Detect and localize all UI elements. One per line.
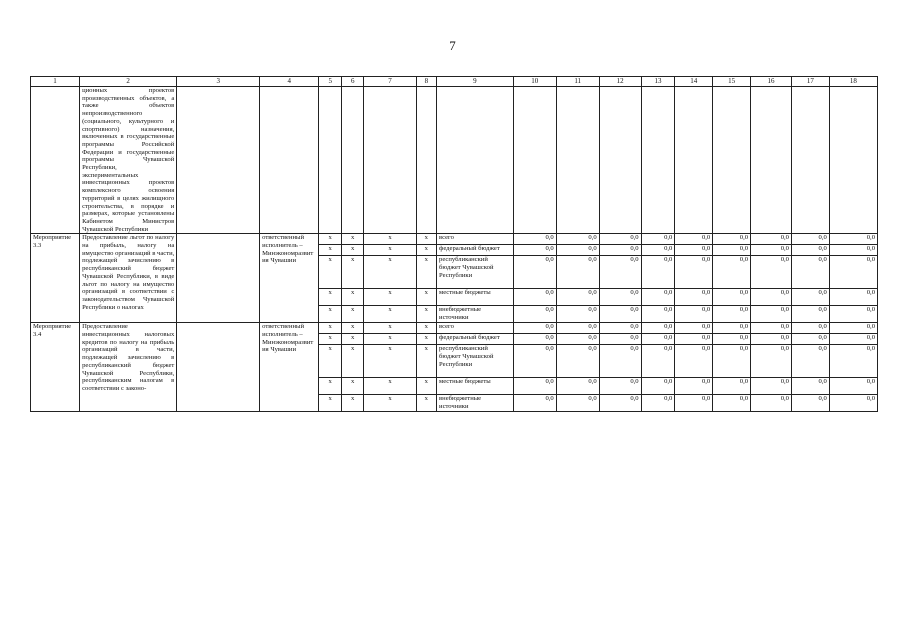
- program-table: [30, 76, 878, 412]
- value-cell: 0,0: [713, 306, 751, 323]
- code-cell: x: [364, 345, 416, 378]
- value-cell: 0,0: [829, 378, 877, 395]
- responsible-executor: ответственный исполнитель – Минэкономразвития Чувашии: [260, 234, 319, 323]
- value-cell: 0,0: [556, 334, 599, 345]
- value-cell: 0,0: [675, 234, 713, 245]
- code-cell: x: [319, 256, 342, 289]
- code-cell: x: [341, 256, 364, 289]
- value-cell: 0,0: [641, 289, 675, 306]
- value-cell: 0,0: [599, 306, 641, 323]
- column-number: 5: [319, 77, 342, 87]
- value-cell: 0,0: [791, 378, 829, 395]
- column-number: 16: [751, 77, 792, 87]
- value-cell: 0,0: [556, 256, 599, 289]
- value-cell: 0,0: [599, 395, 641, 412]
- value-cell: 0,0: [513, 345, 556, 378]
- funding-source: внебюджетные источники: [437, 395, 514, 412]
- value-cell: 0,0: [599, 256, 641, 289]
- value-cell: 0,0: [599, 323, 641, 334]
- code-cell: x: [319, 289, 342, 306]
- empty-cell: [437, 87, 514, 234]
- value-cell: 0,0: [791, 245, 829, 256]
- code-cell: x: [364, 378, 416, 395]
- value-cell: 0,0: [556, 234, 599, 245]
- page-number: 7: [449, 38, 456, 53]
- value-cell: 0,0: [791, 306, 829, 323]
- code-cell: x: [364, 334, 416, 345]
- code-cell: x: [341, 234, 364, 245]
- value-cell: 0,0: [713, 256, 751, 289]
- empty-cell: [319, 87, 342, 234]
- value-cell: 0,0: [513, 234, 556, 245]
- column-number: 4: [260, 77, 319, 87]
- empty-cell: [177, 234, 260, 323]
- value-cell: 0,0: [751, 378, 792, 395]
- value-cell: 0,0: [641, 395, 675, 412]
- measure-name: Предоставление льгот по налогу на прибыль, налогу на имущество организаций в части, подлежащей зачислению в республиканский бюджет Чувашской Республики, в виде льгот по налогу на имущество организаций в соответствии с законодательством Чувашской Республики о налогах: [80, 234, 177, 323]
- value-cell: 0,0: [513, 323, 556, 334]
- value-cell: 0,0: [513, 245, 556, 256]
- value-cell: 0,0: [513, 395, 556, 412]
- code-cell: x: [319, 345, 342, 378]
- code-cell: x: [416, 378, 436, 395]
- code-cell: x: [364, 395, 416, 412]
- value-cell: 0,0: [641, 245, 675, 256]
- column-number: 6: [341, 77, 364, 87]
- column-number: 12: [599, 77, 641, 87]
- empty-cell: [641, 87, 675, 234]
- funding-source: всего: [437, 234, 514, 245]
- value-cell: 0,0: [751, 256, 792, 289]
- empty-cell: [751, 87, 792, 234]
- code-cell: x: [416, 234, 436, 245]
- empty-cell: [364, 87, 416, 234]
- code-cell: x: [319, 334, 342, 345]
- responsible-executor: ответственный исполнитель – Минэкономразвития Чувашии: [260, 323, 319, 412]
- value-cell: 0,0: [675, 289, 713, 306]
- code-cell: x: [341, 323, 364, 334]
- value-cell: 0,0: [751, 345, 792, 378]
- empty-cell: [829, 87, 877, 234]
- column-number: 13: [641, 77, 675, 87]
- code-cell: x: [341, 245, 364, 256]
- column-number: 2: [80, 77, 177, 87]
- empty-cell: [513, 87, 556, 234]
- empty-cell: [599, 87, 641, 234]
- value-cell: 0,0: [675, 256, 713, 289]
- funding-source: внебюджетные источники: [437, 306, 514, 323]
- code-cell: x: [319, 395, 342, 412]
- column-number: 10: [513, 77, 556, 87]
- empty-cell: [177, 87, 260, 234]
- value-cell: 0,0: [675, 378, 713, 395]
- value-cell: 0,0: [791, 234, 829, 245]
- value-cell: 0,0: [713, 245, 751, 256]
- value-cell: 0,0: [751, 234, 792, 245]
- value-cell: 0,0: [513, 256, 556, 289]
- value-cell: 0,0: [641, 323, 675, 334]
- value-cell: 0,0: [713, 234, 751, 245]
- value-cell: 0,0: [599, 289, 641, 306]
- code-cell: x: [319, 245, 342, 256]
- code-cell: x: [341, 334, 364, 345]
- value-cell: 0,0: [713, 334, 751, 345]
- value-cell: 0,0: [829, 289, 877, 306]
- empty-cell: [713, 87, 751, 234]
- empty-cell: [556, 87, 599, 234]
- value-cell: 0,0: [641, 378, 675, 395]
- value-cell: 0,0: [513, 306, 556, 323]
- value-cell: 0,0: [751, 323, 792, 334]
- column-number: 9: [437, 77, 514, 87]
- value-cell: 0,0: [556, 289, 599, 306]
- column-number: 1: [31, 77, 80, 87]
- column-number: 7: [364, 77, 416, 87]
- empty-cell: [416, 87, 436, 234]
- value-cell: 0,0: [641, 334, 675, 345]
- continuation-row: [31, 87, 878, 234]
- code-cell: x: [364, 245, 416, 256]
- code-cell: x: [416, 306, 436, 323]
- value-cell: 0,0: [556, 378, 599, 395]
- value-cell: 0,0: [556, 395, 599, 412]
- value-cell: 0,0: [829, 323, 877, 334]
- value-cell: 0,0: [556, 245, 599, 256]
- value-cell: 0,0: [751, 334, 792, 345]
- column-number-row: [31, 77, 878, 87]
- value-cell: 0,0: [791, 345, 829, 378]
- value-cell: 0,0: [829, 334, 877, 345]
- value-cell: 0,0: [751, 306, 792, 323]
- code-cell: x: [416, 256, 436, 289]
- empty-cell: [260, 87, 319, 234]
- value-cell: 0,0: [513, 378, 556, 395]
- code-cell: x: [319, 323, 342, 334]
- empty-cell: [791, 87, 829, 234]
- value-cell: 0,0: [513, 334, 556, 345]
- measure-row: [31, 234, 878, 245]
- value-cell: 0,0: [751, 289, 792, 306]
- value-cell: 0,0: [641, 256, 675, 289]
- funding-source: местные бюджеты: [437, 378, 514, 395]
- value-cell: 0,0: [791, 256, 829, 289]
- funding-source: республиканский бюджет Чувашской Республики: [437, 256, 514, 289]
- empty-cell: [31, 87, 80, 234]
- value-cell: 0,0: [829, 256, 877, 289]
- continued-text: ционных проектов производственных объектов, а также объектов непроизводственного (социального, культурного и спортивного) назначения, включенных в государственные программы Российской Федерации и государственные программы Чувашской Республики, экспериментальных инвестиционных проектов комплексного освоения территорий в целях жилищного строительства, в порядке и размерах, которые установлены Кабинетом Министров Чувашской Республики: [80, 87, 177, 234]
- value-cell: 0,0: [751, 395, 792, 412]
- funding-source: федеральный бюджет: [437, 334, 514, 345]
- value-cell: 0,0: [599, 234, 641, 245]
- measure-row: [31, 323, 878, 334]
- value-cell: 0,0: [599, 245, 641, 256]
- value-cell: 0,0: [675, 323, 713, 334]
- value-cell: 0,0: [675, 345, 713, 378]
- value-cell: 0,0: [791, 395, 829, 412]
- code-cell: x: [416, 323, 436, 334]
- code-cell: x: [319, 378, 342, 395]
- code-cell: x: [416, 289, 436, 306]
- funding-source: всего: [437, 323, 514, 334]
- code-cell: x: [341, 306, 364, 323]
- column-number: 18: [829, 77, 877, 87]
- value-cell: 0,0: [556, 345, 599, 378]
- value-cell: 0,0: [675, 395, 713, 412]
- value-cell: 0,0: [599, 334, 641, 345]
- column-number: 8: [416, 77, 436, 87]
- value-cell: 0,0: [751, 245, 792, 256]
- code-cell: x: [319, 234, 342, 245]
- value-cell: 0,0: [713, 289, 751, 306]
- value-cell: 0,0: [641, 345, 675, 378]
- value-cell: 0,0: [713, 323, 751, 334]
- column-number: 15: [713, 77, 751, 87]
- value-cell: 0,0: [829, 345, 877, 378]
- funding-source: местные бюджеты: [437, 289, 514, 306]
- code-cell: x: [364, 234, 416, 245]
- column-number: 11: [556, 77, 599, 87]
- code-cell: x: [364, 289, 416, 306]
- value-cell: 0,0: [675, 306, 713, 323]
- value-cell: 0,0: [556, 306, 599, 323]
- value-cell: 0,0: [829, 245, 877, 256]
- value-cell: 0,0: [641, 306, 675, 323]
- code-cell: x: [416, 345, 436, 378]
- value-cell: 0,0: [791, 334, 829, 345]
- value-cell: 0,0: [599, 345, 641, 378]
- code-cell: x: [416, 245, 436, 256]
- value-cell: 0,0: [713, 345, 751, 378]
- empty-cell: [341, 87, 364, 234]
- value-cell: 0,0: [675, 245, 713, 256]
- code-cell: x: [364, 306, 416, 323]
- code-cell: x: [319, 306, 342, 323]
- value-cell: 0,0: [791, 289, 829, 306]
- code-cell: x: [341, 289, 364, 306]
- code-cell: x: [341, 395, 364, 412]
- value-cell: 0,0: [599, 378, 641, 395]
- funding-source: федеральный бюджет: [437, 245, 514, 256]
- code-cell: x: [416, 334, 436, 345]
- code-cell: x: [416, 395, 436, 412]
- column-number: 3: [177, 77, 260, 87]
- funding-source: республиканский бюджет Чувашской Республики: [437, 345, 514, 378]
- empty-cell: [675, 87, 713, 234]
- empty-cell: [177, 323, 260, 412]
- column-number: 17: [791, 77, 829, 87]
- value-cell: 0,0: [513, 289, 556, 306]
- value-cell: 0,0: [675, 334, 713, 345]
- code-cell: x: [364, 256, 416, 289]
- code-cell: x: [341, 345, 364, 378]
- value-cell: 0,0: [556, 323, 599, 334]
- value-cell: 0,0: [641, 234, 675, 245]
- value-cell: 0,0: [713, 378, 751, 395]
- value-cell: 0,0: [829, 395, 877, 412]
- measure-name: Предоставление инвестиционных налоговых кредитов по налогу на прибыль организаций в части, подлежащей зачислению в республиканский бюджет Чувашской Республики, республиканским налогам в соответствии с законо-: [80, 323, 177, 412]
- measure-code: Мероприятие 3.4: [31, 323, 80, 412]
- value-cell: 0,0: [829, 306, 877, 323]
- value-cell: 0,0: [829, 234, 877, 245]
- value-cell: 0,0: [713, 395, 751, 412]
- measure-code: Мероприятие 3.3: [31, 234, 80, 323]
- code-cell: x: [341, 378, 364, 395]
- value-cell: 0,0: [791, 323, 829, 334]
- column-number: 14: [675, 77, 713, 87]
- code-cell: x: [364, 323, 416, 334]
